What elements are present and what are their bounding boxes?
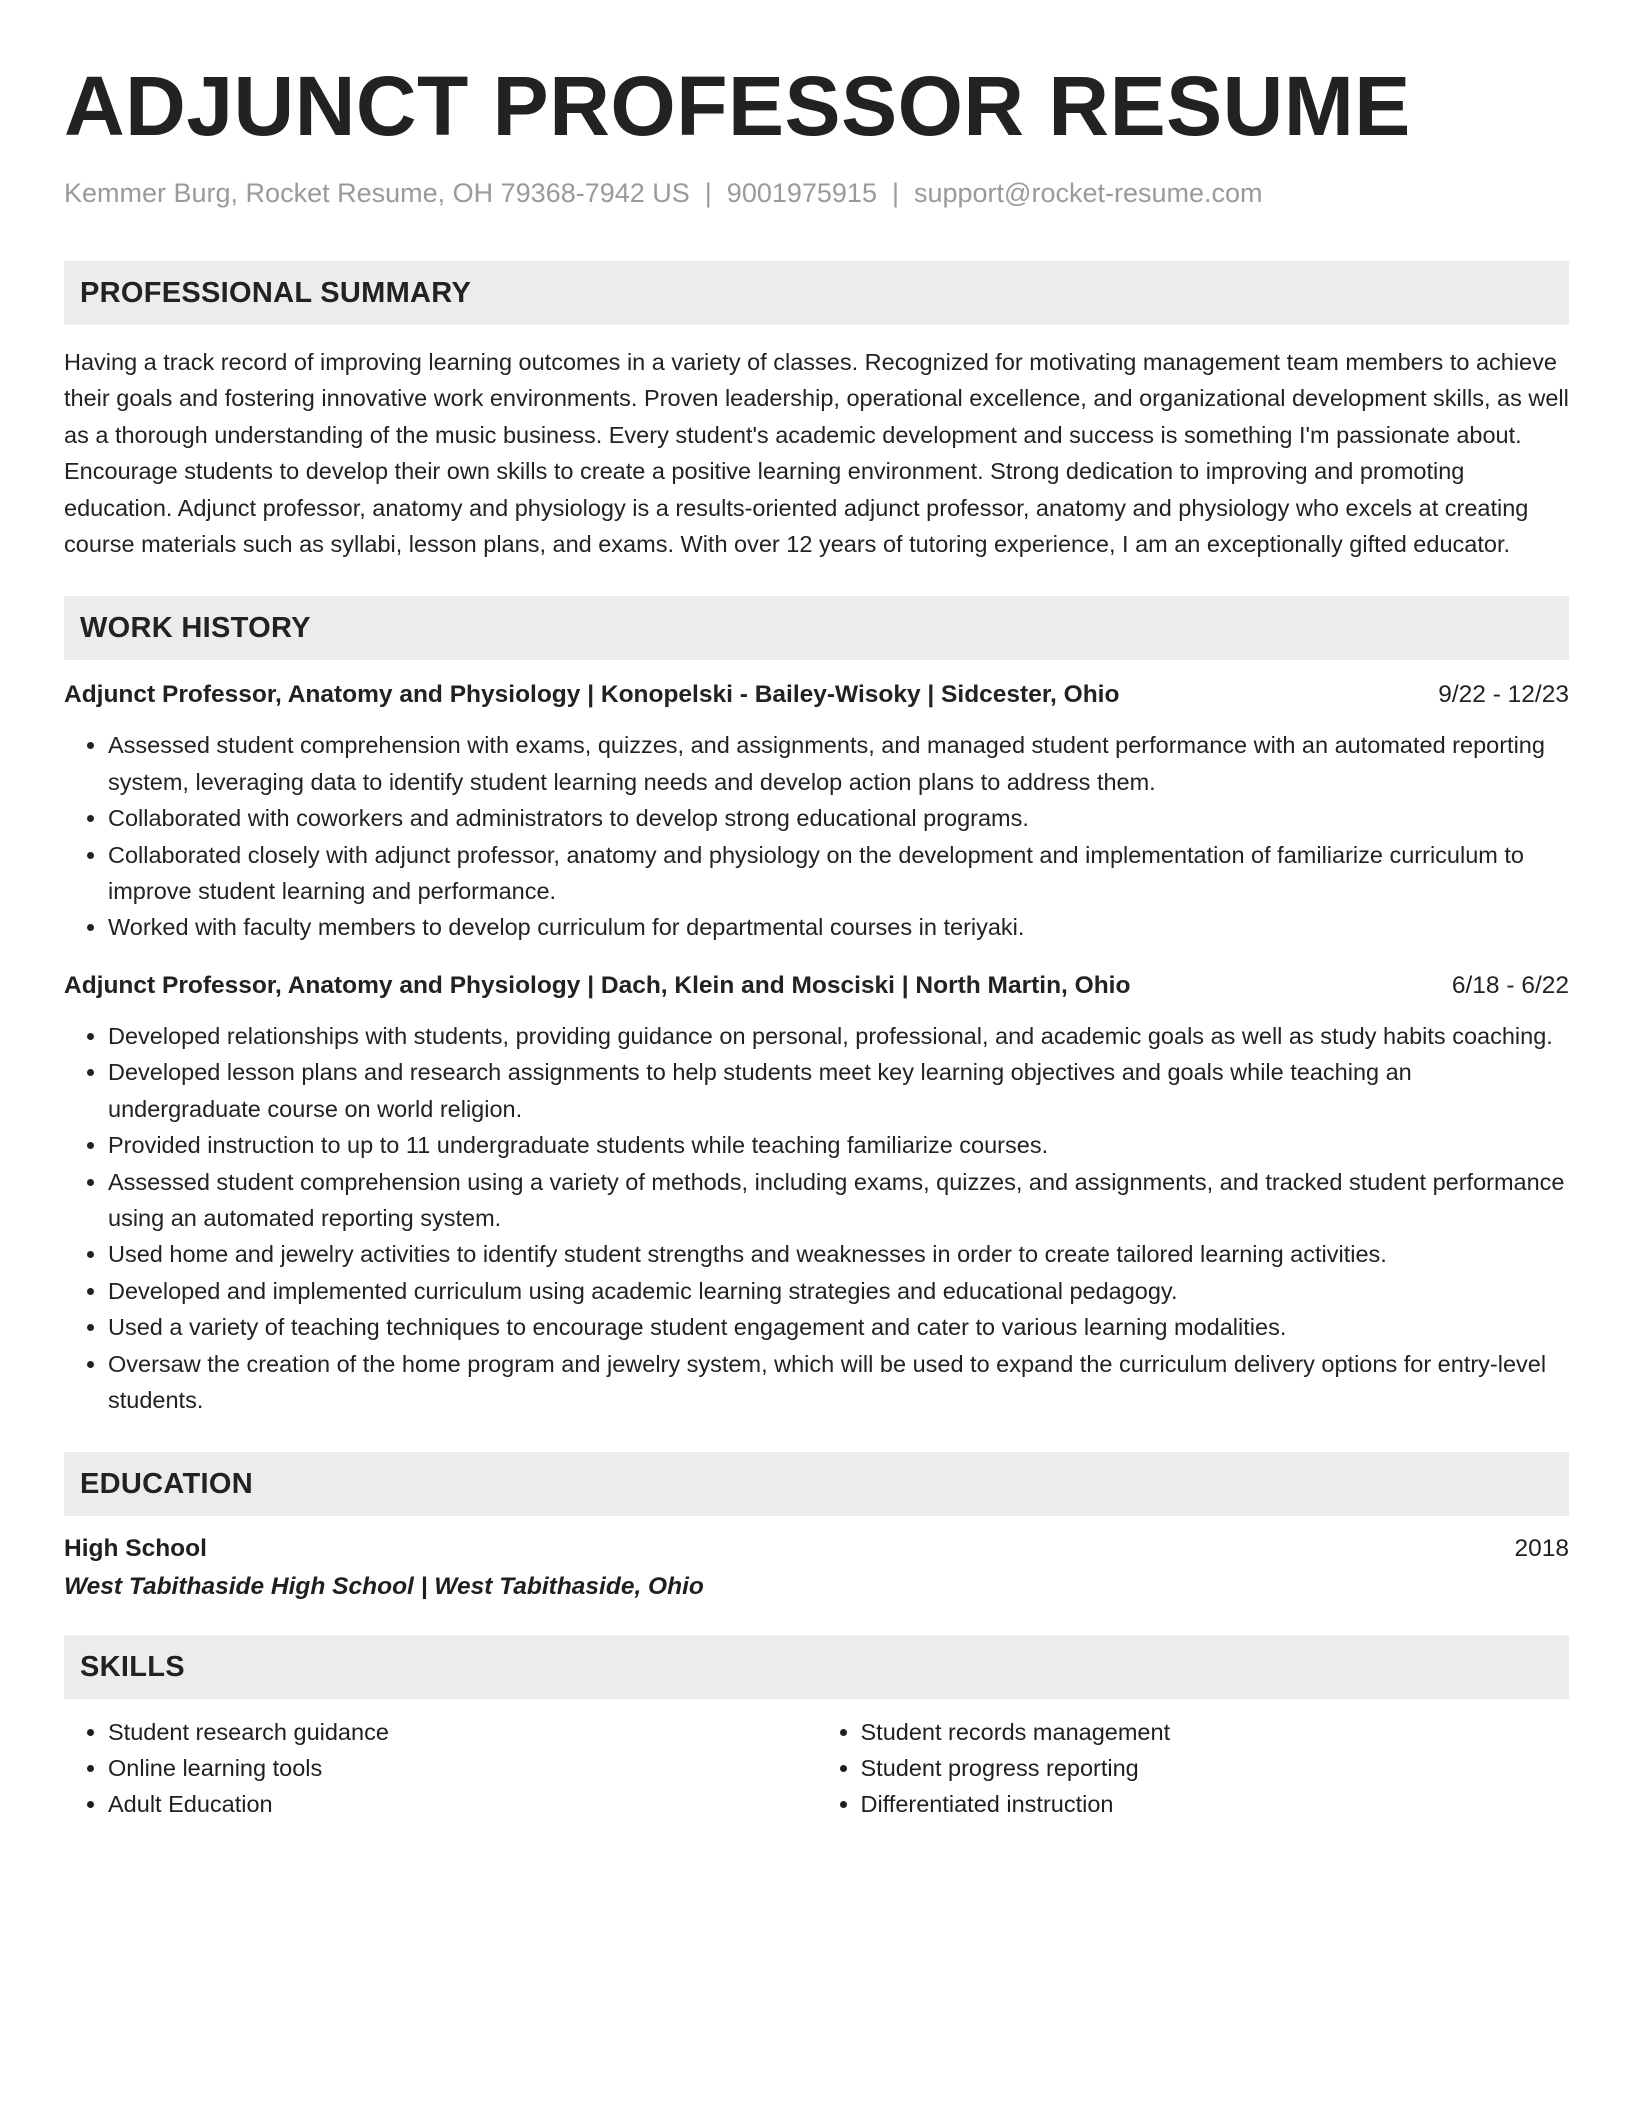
skill-item: • Adult Education — [108, 1786, 817, 1822]
skill-item: • Student records management — [861, 1714, 1570, 1750]
job-entry — [64, 677, 1569, 945]
job-bullet: • Assessed student comprehension with exams, quizzes, and assignments, and managed student performance with an automated reporting system, leveraging data to identify student learning needs and develop action plans to address them. — [108, 727, 1569, 800]
job-header — [64, 677, 1569, 713]
section-heading-work-history: WORK HISTORY — [64, 596, 1569, 660]
contact-phone: 9001975915 — [726, 178, 877, 208]
job-bullet: • Provided instruction to up to 11 undergraduate students while teaching familiarize courses. — [108, 1127, 1569, 1163]
job-bullet: • Assessed student comprehension using a variety of methods, including exams, quizzes, and assignments, and tracked student performance using an automated reporting system. — [108, 1164, 1569, 1237]
education-school: West Tabithaside High School | West Tabithaside, Ohio — [64, 1573, 704, 1601]
skill-item: • Differentiated instruction — [861, 1786, 1570, 1822]
skills-list — [64, 1714, 1569, 1822]
job-entry — [64, 968, 1569, 1418]
section-heading-skills: SKILLS — [64, 1635, 1569, 1699]
job-bullet: • Worked with faculty members to develop curriculum for departmental courses in teriyaki. — [108, 909, 1569, 945]
contact-email: support@rocket-resume.com — [913, 178, 1263, 208]
job-bullet: • Developed lesson plans and research assignments to help students meet key learning objectives and goals while teaching an undergraduate course on world religion. — [108, 1054, 1569, 1127]
resume-title: ADJUNCT PROFESSOR RESUME — [64, 59, 1411, 153]
job-bullet: • Oversaw the creation of the home program and jewelry system, which will be used to expand the curriculum delivery options for entry-level students. — [108, 1346, 1569, 1419]
job-dates: 9/22 - 12/23 — [1438, 681, 1569, 709]
contact-address: Kemmer Burg, Rocket Resume, OH 79368-7942 US — [64, 178, 690, 208]
education-year: 2018 — [1514, 1535, 1569, 1563]
job-bullet-list — [64, 1018, 1569, 1418]
section-heading-education: EDUCATION — [64, 1452, 1569, 1516]
skill-item: • Online learning tools — [108, 1750, 817, 1786]
job-bullet: • Developed and implemented curriculum using academic learning strategies and educational pedagogy. — [108, 1273, 1569, 1309]
summary-text: Having a track record of improving learning outcomes in a variety of classes. Recognized for motivating management team members to achieve their goals and fostering innovative work environments. Proven leadership, operational excellence, and organizational development skills, as well as a thorough understanding of the music business. Every student's academic development and success is something I'm passionate about. Encourage students to develop their own skills to create a positive learning environment. Strong dedication to improving and promoting education. Adjunct professor, anatomy and physiology is a results-oriented adjunct professor, anatomy and physiology who excels at creating course materials such as syllabi, lesson plans, and exams. With over 12 years of tutoring experience, I am an exceptionally gifted educator. — [64, 349, 1569, 558]
contact-separator: | — [704, 178, 712, 208]
job-title: Adjunct Professor, Anatomy and Physiology | Konopelski - Bailey-Wisoky | Sidcester, Ohio — [64, 681, 1120, 709]
skills-column-right — [817, 1714, 1570, 1822]
job-bullet: • Collaborated with coworkers and administrators to develop strong educational programs. — [108, 800, 1569, 836]
contact-separator: | — [891, 178, 899, 208]
education-degree: High School — [64, 1535, 207, 1563]
job-bullet: • Developed relationships with students, providing guidance on personal, professional, and academic goals as well as study habits coaching. — [108, 1018, 1569, 1054]
job-bullet-list — [64, 727, 1569, 945]
job-bullet: • Used a variety of teaching techniques to encourage student engagement and cater to various learning modalities. — [108, 1309, 1569, 1345]
section-heading-summary: PROFESSIONAL SUMMARY — [64, 261, 1569, 325]
skill-item: • Student research guidance — [108, 1714, 817, 1750]
job-dates: 6/18 - 6/22 — [1451, 971, 1569, 999]
skill-item: • Student progress reporting — [861, 1750, 1570, 1786]
job-header — [64, 968, 1569, 1004]
job-bullet: • Collaborated closely with adjunct professor, anatomy and physiology on the development and implementation of familiarize curriculum to improve student learning and performance. — [108, 837, 1569, 910]
job-bullet: • Used home and jewelry activities to identify student strengths and weaknesses in order to create tailored learning activities. — [108, 1236, 1569, 1272]
job-title: Adjunct Professor, Anatomy and Physiology | Dach, Klein and Mosciski | North Martin, Ohio — [64, 971, 1131, 999]
skills-column-left — [64, 1714, 817, 1822]
education-entry — [64, 1531, 1569, 1567]
contact-line — [64, 176, 1569, 210]
